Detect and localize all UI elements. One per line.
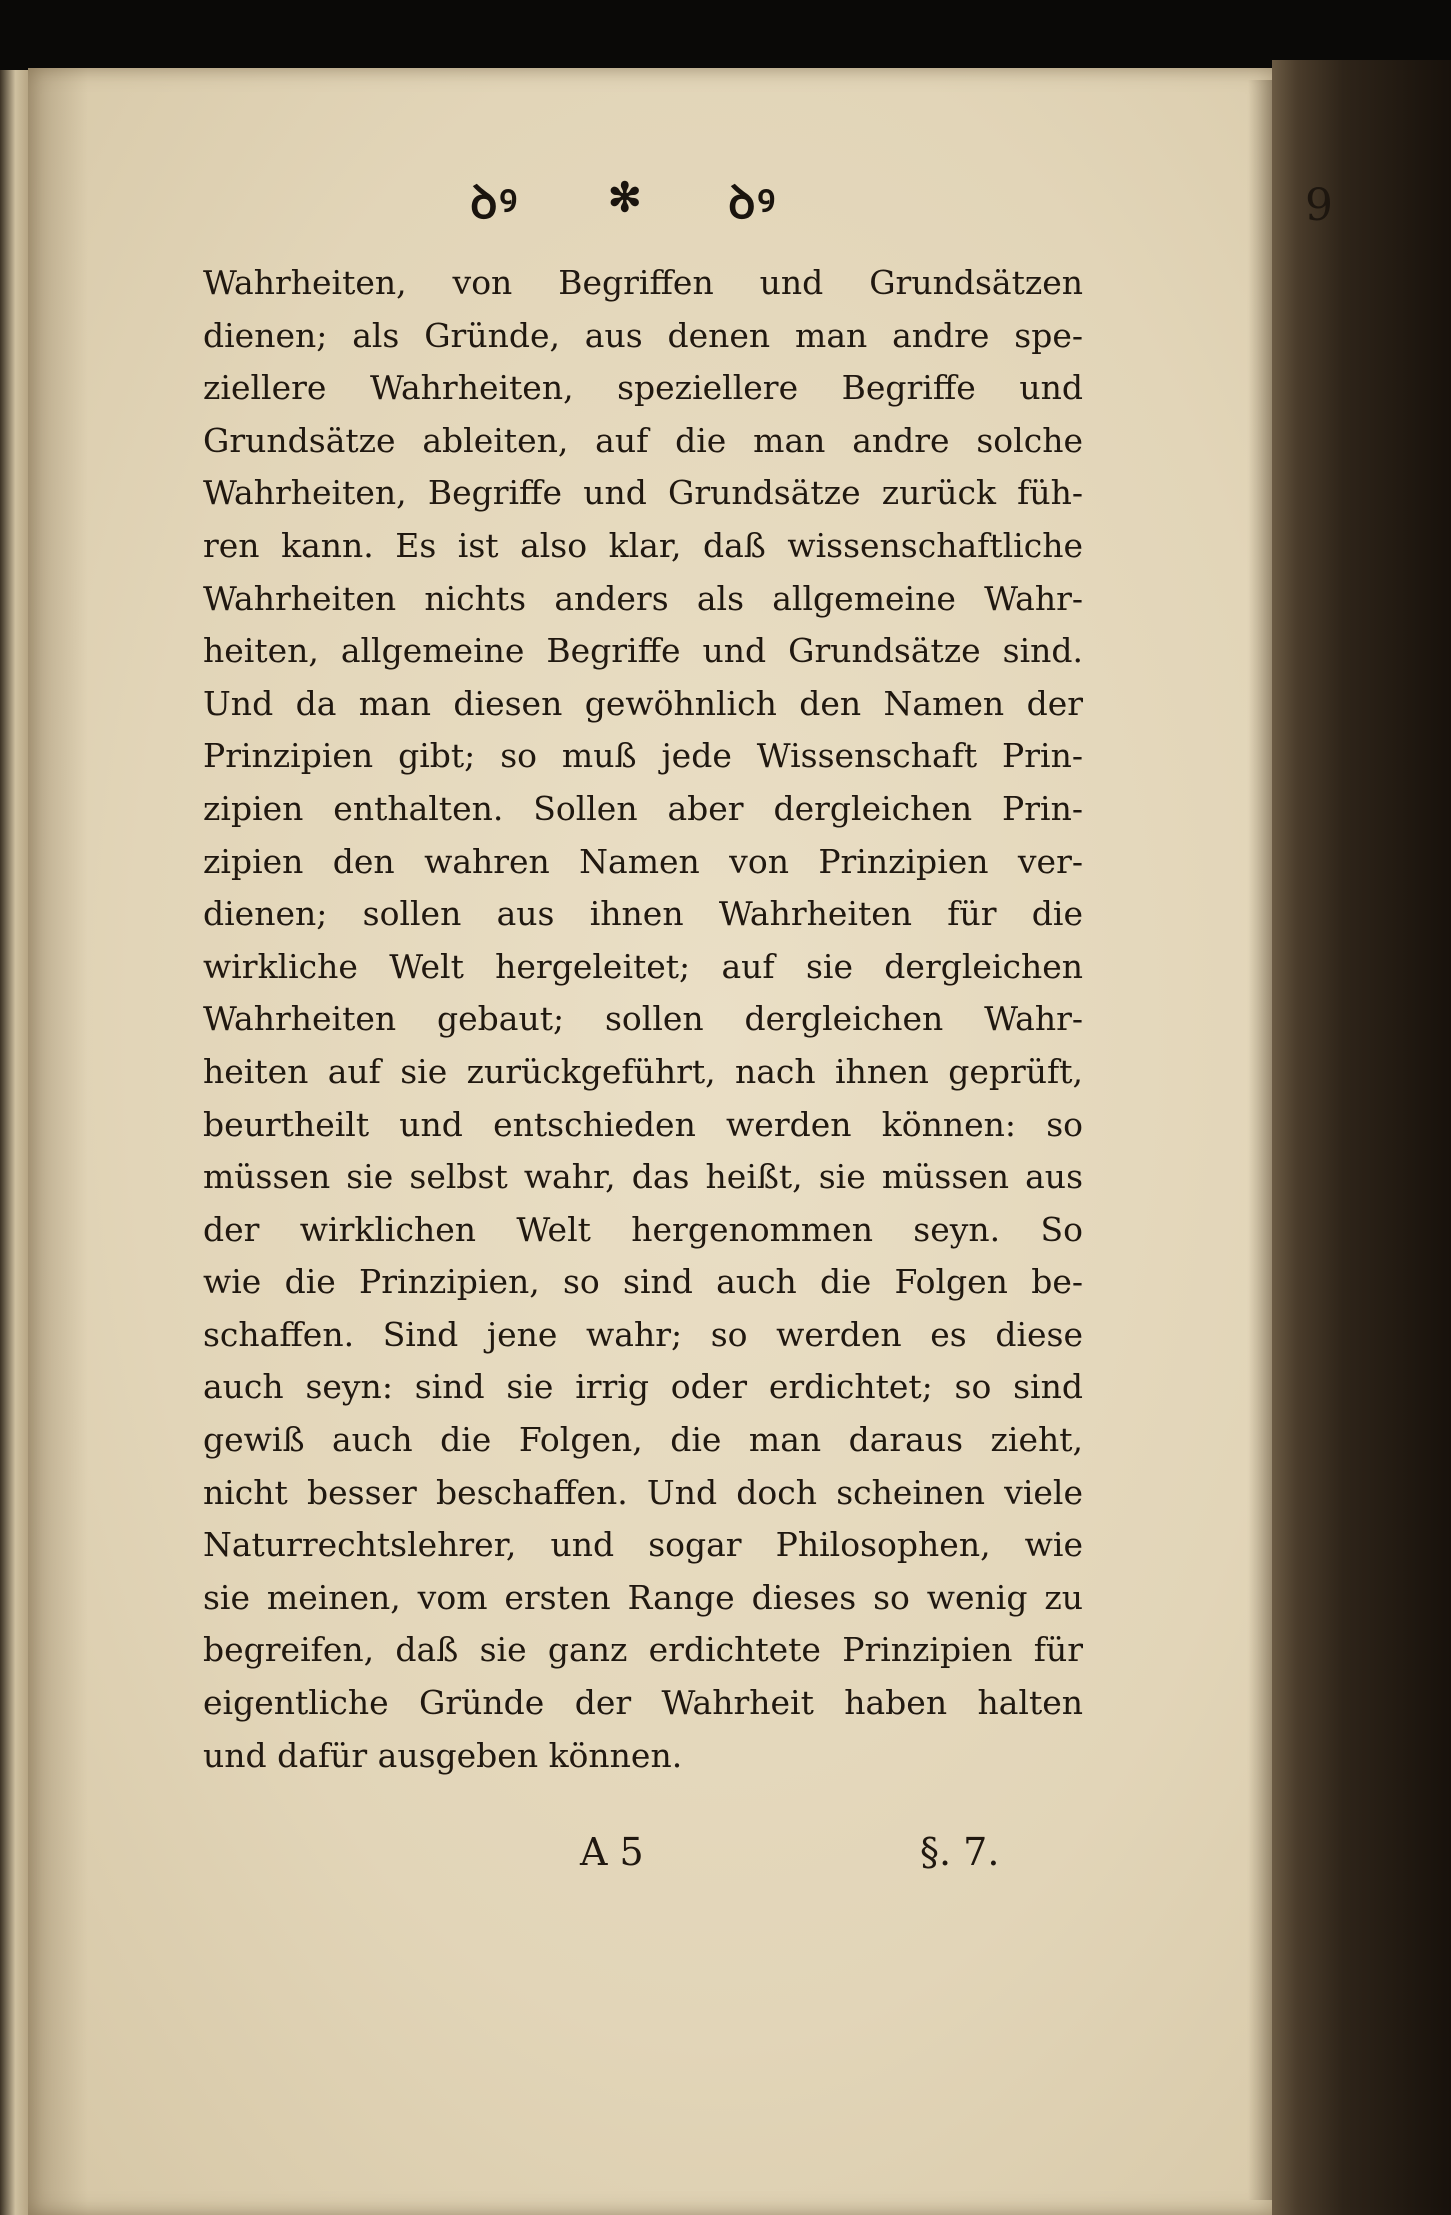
text-line: wirkliche Welt hergeleitet; auf sie dergleichen — [203, 946, 1083, 986]
text-line: dienen; als Gründe, aus denen man andre spe- — [203, 315, 1083, 355]
text-line: sie meinen, vom ersten Range dieses so wenig zu — [203, 1577, 1083, 1617]
text-line: Wahrheiten, von Begriffen und Grundsätzen — [203, 263, 1083, 302]
text-line: Wahrheiten nichts anders als allgemeine Wahr- — [203, 578, 1083, 618]
text-line: ziellere Wahrheiten, speziellere Begriffe und — [203, 368, 1083, 408]
ornament-left-icon: ꝺꝰ — [470, 175, 520, 229]
ornament-right-icon: ꝺꝰ — [728, 175, 778, 229]
text-line: beurtheilt und entschieden werden können: so — [203, 1104, 1083, 1144]
text-line: Prinzipien gibt; so muß jede Wissenschaft Prin- — [203, 736, 1083, 776]
text-line: heiten auf sie zurückgeführt, nach ihnen geprüft, — [203, 1051, 1083, 1091]
page-number: 9 — [1305, 180, 1333, 231]
text-line: Wahrheiten gebaut; sollen dergleichen Wahr- — [203, 999, 1083, 1039]
text-line: und dafür ausgeben können. — [203, 1735, 683, 1775]
text-line: zipien den wahren Namen von Prinzipien ver- — [203, 841, 1083, 881]
ornament-center-icon: ✻ — [608, 174, 644, 221]
signature-mark: A 5 — [580, 1830, 644, 1874]
running-head — [200, 170, 1130, 240]
text-line: begreifen, daß sie ganz erdichtete Prinzipien für — [203, 1630, 1083, 1670]
text-line: müssen sie selbst wahr, das heißt, sie müssen aus — [203, 1157, 1083, 1197]
body-text — [203, 257, 1083, 1782]
text-line: ren kann. Es ist also klar, daß wissenschaftliche — [203, 525, 1083, 565]
gutter-shadow — [28, 68, 88, 2215]
text-line: Und da man diesen gewöhnlich den Namen der — [203, 683, 1083, 723]
page-footer — [200, 1830, 1100, 1900]
text-line: nicht besser beschaffen. Und doch scheinen viele — [203, 1472, 1083, 1512]
book-spine — [1272, 60, 1451, 2215]
previous-page-edge — [0, 70, 28, 2215]
text-line: auch seyn: sind sie irrig oder erdichtet; so sind — [203, 1367, 1083, 1407]
text-line: zipien enthalten. Sollen aber dergleichen Prin- — [203, 788, 1083, 828]
catchword: §. 7. — [920, 1830, 1000, 1874]
text-line: Grundsätze ableiten, auf die man andre solche — [203, 420, 1083, 460]
text-line: dienen; sollen aus ihnen Wahrheiten für die — [203, 894, 1083, 934]
text-line: eigentliche Gründe der Wahrheit haben halten — [203, 1683, 1083, 1723]
text-line: Wahrheiten, Begriffe und Grundsätze zurück füh- — [203, 473, 1083, 513]
text-line: gewiß auch die Folgen, die man daraus zieht, — [203, 1420, 1083, 1460]
text-line: schaffen. Sind jene wahr; so werden es diese — [203, 1314, 1083, 1354]
text-line: Naturrechtslehrer, und sogar Philosophen, wie — [203, 1525, 1083, 1565]
text-line: heiten, allgemeine Begriffe und Grundsätze sind. — [203, 631, 1083, 671]
text-line: wie die Prinzipien, so sind auch die Folgen be- — [203, 1262, 1083, 1302]
text-line: der wirklichen Welt hergenommen seyn. So — [203, 1209, 1083, 1249]
